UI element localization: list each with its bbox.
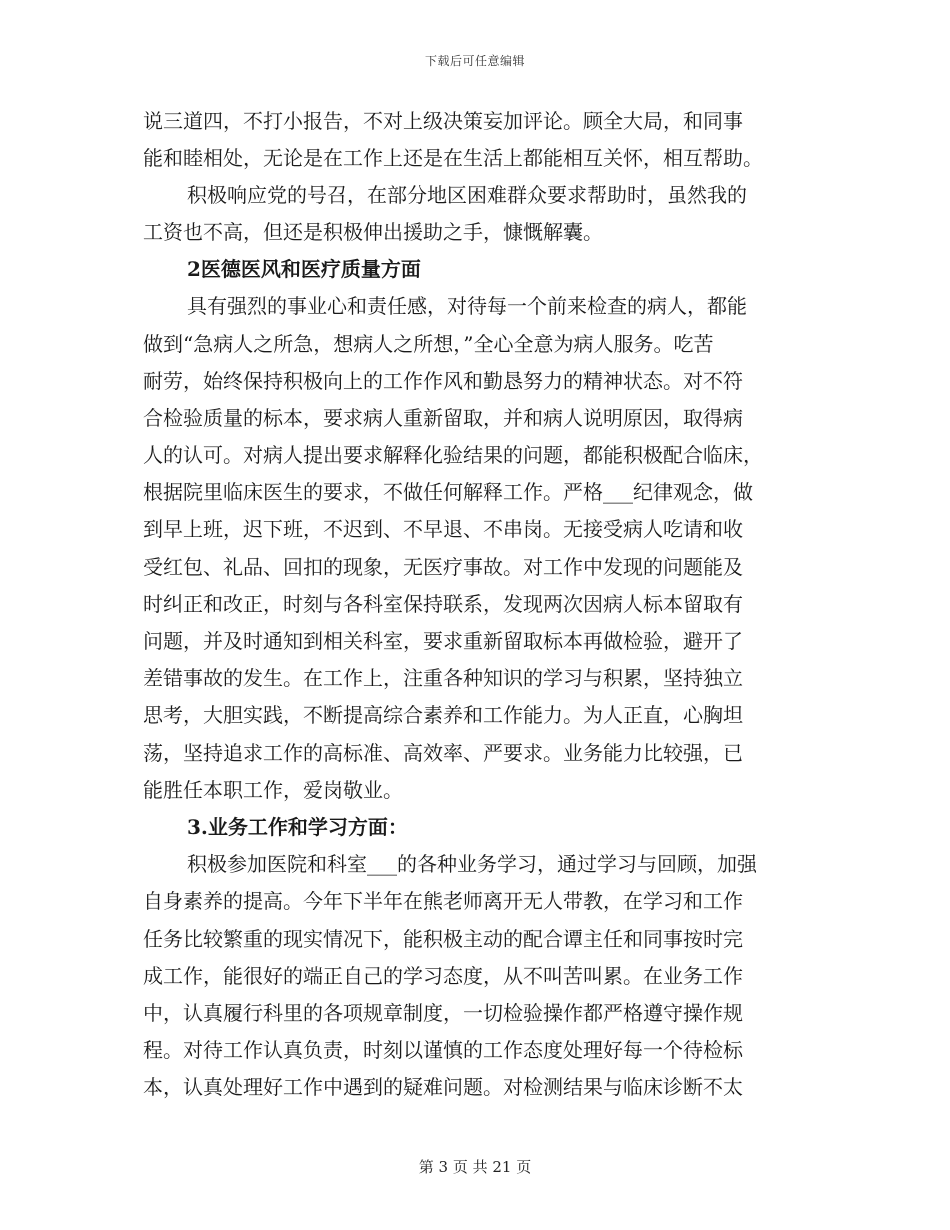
text-line: 问题，并及时通知到相关科室，要求重新留取标本再做检验，避开了	[143, 629, 743, 654]
text-line: 做到“急病人之所急，想病人之所想，”全心全意为病人服务。吃苦	[143, 331, 714, 356]
text-line: 合检验质量的标本，要求病人重新留取，并和病人说明原因，取得病	[143, 405, 743, 430]
text-line: 受红包、礼品、回扣的现象，无医疗事故。对工作中发现的问题能及	[143, 554, 743, 579]
text-line: 具有强烈的事业心和责任感，对待每一个前来检查的病人，都能	[187, 294, 747, 319]
text-line: 差错事故的发生。在工作上，注重各种知识的学习与积累，坚持独立	[143, 666, 743, 691]
text-line: 思考，大胆实践，不断提高综合素养和工作能力。为人正直，心胸坦	[143, 703, 743, 728]
text-line: 任务比较繁重的现实情况下，能积极主动的配合谭主任和同事按时完	[143, 926, 743, 951]
text-line: 能和睦相处，无论是在工作上还是在生活上都能相互关怀，相互帮助。	[143, 145, 763, 170]
text-line: 人的认可。对病人提出要求解释化验结果的问题，都能积极配合临床，	[143, 443, 763, 468]
text-line: 本，认真处理好工作中遇到的疑难问题。对检测结果与临床诊断不太	[143, 1075, 743, 1100]
text-line: 荡，坚持追求工作的高标准、高效率、严要求。业务能力比较强，已	[143, 740, 743, 765]
text-line: 积极响应党的号召，在部分地区困难群众要求帮助时，虽然我的	[187, 182, 747, 207]
text-line: 能胜任本职工作，爱岗敬业。	[143, 777, 403, 802]
section-heading: 3.业务工作和学习方面：	[187, 814, 408, 839]
text-line: 自身素养的提高。今年下半年在熊老师离开无人带教，在学习和工作	[143, 889, 743, 914]
text-line: 积极参加医院和科室___的各种业务学习，通过学习与回顾，加强	[187, 852, 757, 877]
page-number-footer: 第 3 页 共 21 页	[418, 1158, 532, 1176]
text-line: 到早上班，迟下班，不迟到、不早退、不串岗。无接受病人吃请和收	[143, 517, 743, 542]
text-line: 耐劳，始终保持积极向上的工作作风和勤恳努力的精神状态。对不符	[143, 368, 743, 393]
text-line: 时纠正和改正，时刻与各科室保持联系，发现两次因病人标本留取有	[143, 591, 743, 616]
text-line: 程。对待工作认真负责，时刻以谨慎的工作态度处理好每一个待检标	[143, 1038, 743, 1063]
page-header: 下载后可任意编辑	[424, 54, 525, 68]
text-line: 说三道四，不打小报告，不对上级决策妄加评论。顾全大局，和同事	[143, 109, 743, 133]
text-line: 成工作，能很好的端正自己的学习态度，从不叫苦叫累。在业务工作	[143, 963, 743, 988]
text-line: 根据院里临床医生的要求，不做任何解释工作。严格___纪律观念，做	[143, 480, 753, 505]
section-heading: 2医德医风和医疗质量方面	[187, 257, 421, 282]
text-line: 中，认真履行科里的各项规章制度，一切检验操作都严格遵守操作规	[143, 1000, 743, 1025]
document-body	[143, 103, 809, 1106]
text-line: 工资也不高，但还是积极伸出援助之手，慷慨解囊。	[143, 219, 603, 244]
